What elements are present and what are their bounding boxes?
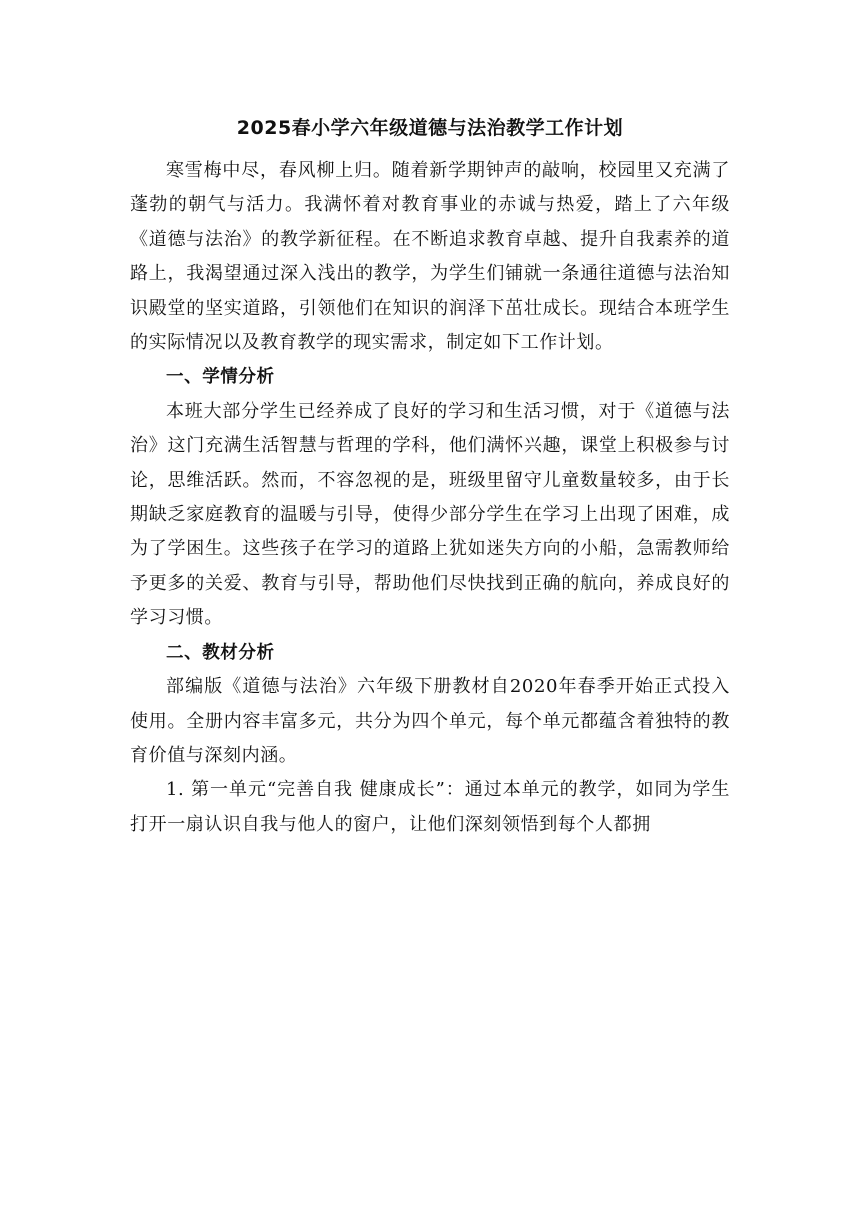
textbook-analysis-paragraph: 部编版《道德与法治》六年级下册教材自2020年春季开始正式投入使用。全册内容丰富多元，共分为四个单元，每个单元都蕴含着独特的教育价值与深刻内涵。 [130,676,730,766]
document-body [130,154,730,842]
unit-one-item: 1. 第一单元“完善自我 健康成长”：通过本单元的教学，如同为学生打开一扇认识自我与他人的窗户，让他们深刻领悟到每个人都拥 [130,779,730,835]
student-analysis-paragraph: 本班大部分学生已经养成了良好的学习和生活习惯，对于《道德与法治》这门充满生活智慧与哲理的学科，他们满怀兴趣，课堂上积极参与讨论，思维活跃。然而，不容忽视的是，班级里留守儿童数量较多，由于长期缺乏家庭教育的温暖与引导，使得少部分学生在学习上出现了困难，成为了学困生。这些孩子在学习的道路上犹如迷失方向的小船，急需教师给予更多的关爱、教育与引导，帮助他们尽快找到正确的航向，养成良好的学习习惯。 [130,400,730,629]
section-heading-textbook-analysis: 二、教材分析 [166,642,275,663]
section-heading-student-analysis: 一、学情分析 [166,367,275,388]
document-title: 2025春小学六年级道德与法治教学工作计划 [236,117,624,139]
intro-paragraph: 寒雪梅中尽，春风柳上归。随着新学期钟声的敲响，校园里又充满了蓬勃的朝气与活力。我满怀着对教育事业的赤诚与热爱，踏上了六年级《道德与法治》的教学新征程。在不断追求教育卓越、提升自我素养的道路上，我渴望通过深入浅出的教学，为学生们铺就一条通往道德与法治知识殿堂的坚实道路，引领他们在知识的润泽下茁壮成长。现结合本班学生的实际情况以及教育教学的现实需求，制定如下工作计划。 [130,160,730,354]
